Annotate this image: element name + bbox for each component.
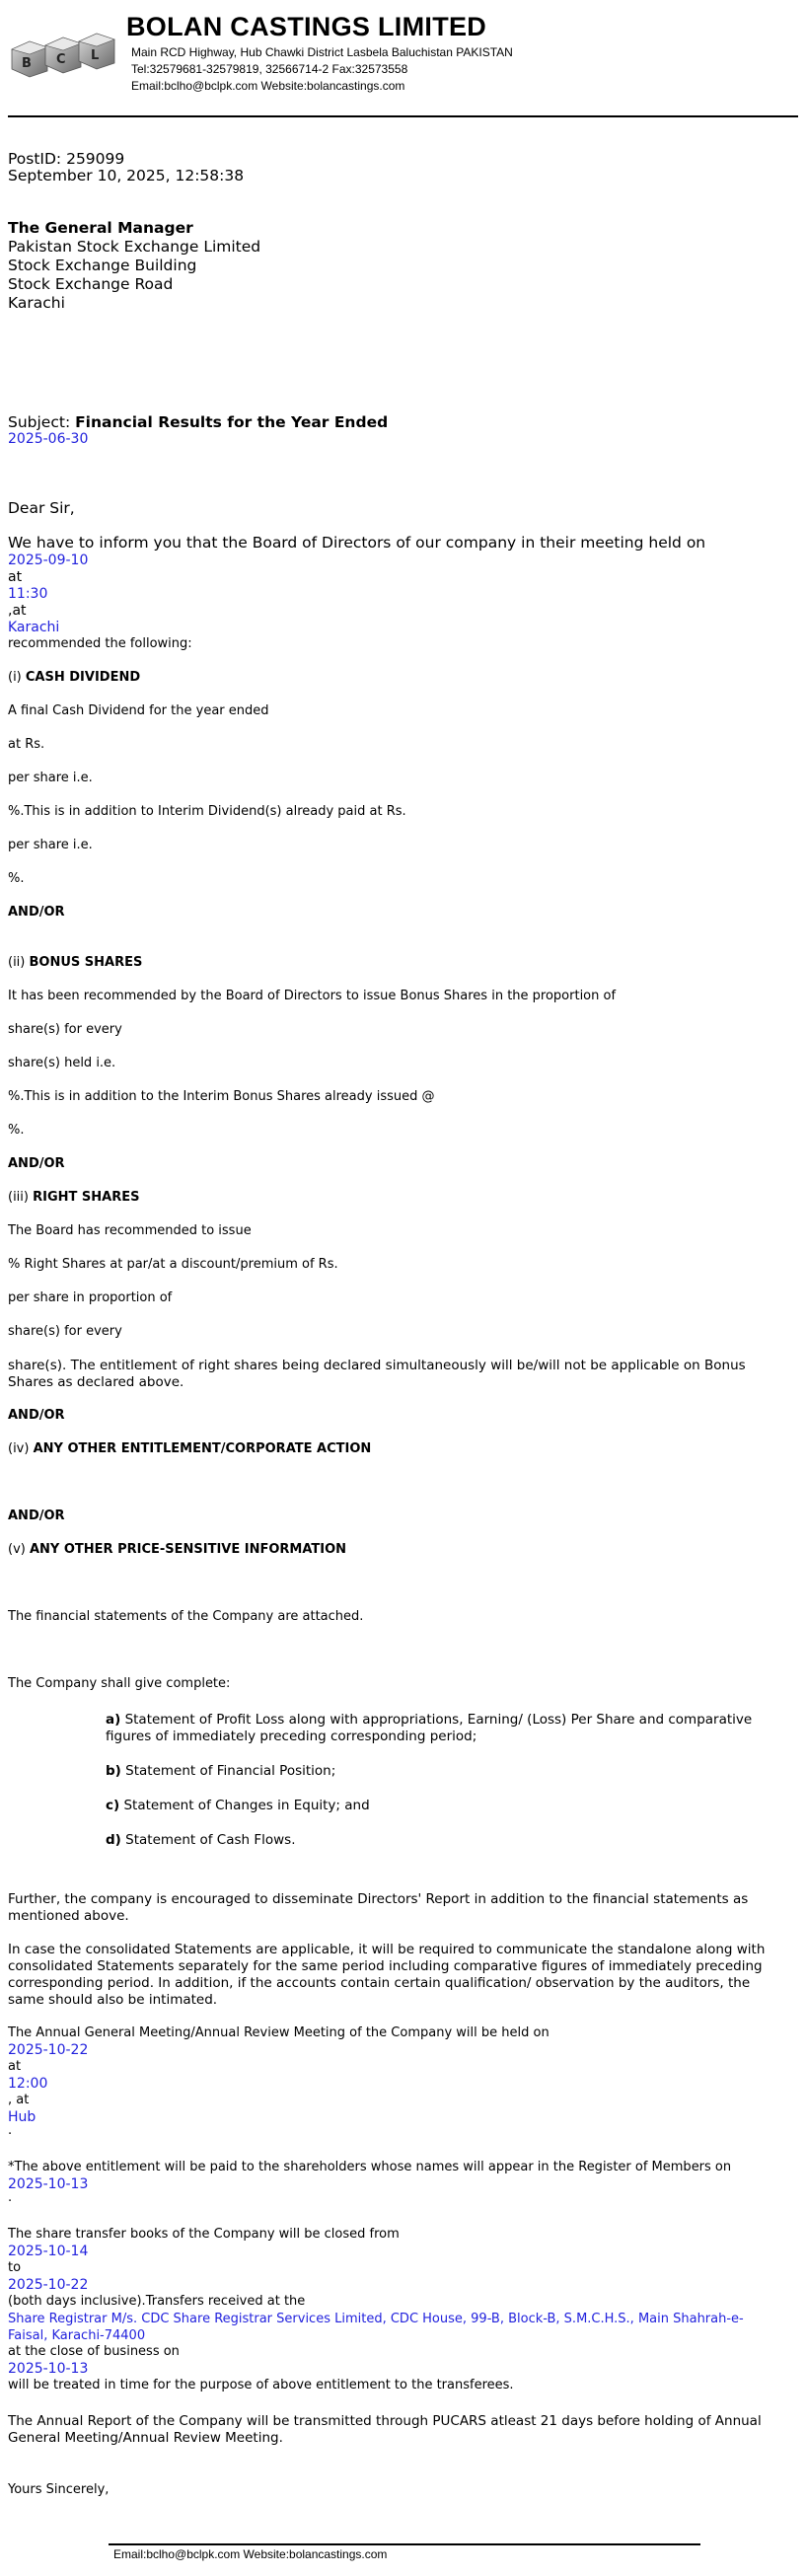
statement-marker-c: c) [106,1798,120,1813]
books-closed-text: The share transfer books of the Company will be closed from [8,2227,400,2242]
agm-at-2: , at [8,2093,30,2107]
svg-text:C: C [56,52,66,67]
other-info-number: (v) [8,1542,30,1557]
statement-item-b [106,1763,767,1780]
footer-divider [109,2543,700,2545]
statement-text-c: Statement of Changes in Equity; and [119,1798,370,1813]
right-line-1: The Board has recommended to issue [8,1223,252,1238]
subject-line [8,413,388,431]
right-line-4: share(s) for every [8,1324,122,1339]
cash-dividend-number: (i) [8,670,26,685]
statement-text-b: Statement of Financial Position; [120,1763,336,1779]
salutation: Dear Sir, [8,499,75,517]
bonus-line-1: It has been recommended by the Board of Directors to issue Bonus Shares in the proportion of [8,989,617,1003]
other-entitlement-number: (iv) [8,1441,34,1456]
statement-text-a: Statement of Profit Loss along with appropriations, Earning/ (Loss) Per Share and comparative figures of immediately preceding corresponding period; [106,1712,753,1744]
statement-marker-a: a) [106,1712,121,1728]
company-address: Main RCD Highway, Hub Chawki District Lasbela Baluchistan PAKISTAN [131,45,513,59]
bonus-line-2: share(s) for every [8,1022,122,1037]
meeting-date: 2025-09-10 [8,552,89,568]
register-date: 2025-10-13 [8,2176,89,2192]
agm-place: Hub [8,2109,37,2125]
right-shares-heading [8,1190,139,1205]
statement-marker-b: b) [106,1763,121,1779]
agm-dot: . [8,2123,13,2138]
at-label-1: at [8,569,23,585]
footer-email-web: Email:bclho@bclpk.com Website:bolancastings.com [113,2547,388,2561]
recommended-text: recommended the following: [8,636,192,651]
cash-dividend-heading [8,670,140,685]
registrar-address: Share Registrar M/s. CDC Share Registrar Services Limited, CDC House, 99-B, Block-B, S.M.C.H.S., Main Shahrah-e-Faisal, Karachi-74400 [8,2312,744,2343]
closing-text: Yours Sincerely, [8,2482,110,2497]
books-to-date: 2025-10-22 [8,2277,89,2293]
close-business-text: at the close of business on [8,2344,180,2359]
recipient-line-2: Stock Exchange Building [8,257,197,274]
cash-line-4: %.This is in addition to Interim Dividend(s) already paid at Rs. [8,804,406,819]
company-logo [10,28,118,79]
books-from-date: 2025-10-14 [8,2244,89,2259]
right-shares-title: RIGHT SHARES [33,1190,140,1205]
agm-time: 12:00 [8,2076,48,2092]
statement-item-c [106,1798,767,1814]
register-dot: . [8,2190,13,2205]
meeting-place: Karachi [8,620,60,635]
bonus-shares-heading [8,955,142,970]
right-line-5: share(s). The entitlement of right shares being declared simultaneously will be/will not be applicable on Bonus Shares as declared above. [8,1358,746,1390]
subject-date: 2025-06-30 [8,431,89,447]
and-or-4: AND/OR [8,1509,65,1523]
other-entitlement-title: ANY OTHER ENTITLEMENT/CORPORATE ACTION [33,1441,372,1456]
cash-line-5: per share i.e. [8,838,93,852]
further-text: Further, the company is encouraged to disseminate Directors' Report in addition to the financial statements as mentioned above. [8,1891,749,1924]
recipient-line-1: Pakistan Stock Exchange Limited [8,238,261,256]
agm-date: 2025-10-22 [8,2042,89,2058]
subject-text: Financial Results for the Year Ended [75,413,389,431]
company-phone: Tel:32579681-32579819, 32566714-2 Fax:32573558 [131,62,408,76]
svg-text:L: L [91,48,100,63]
cash-line-3: per share i.e. [8,771,93,785]
bonus-shares-title: BONUS SHARES [29,955,143,970]
meeting-time: 11:30 [8,586,48,602]
entitlement-text: *The above entitlement will be paid to the shareholders whose names will appear in the Register of Members on [8,2160,732,2174]
give-complete-text: The Company shall give complete: [8,1676,231,1691]
bonus-line-5: %. [8,1123,25,1138]
cash-line-1: A final Cash Dividend for the year ended [8,703,269,718]
bonus-line-3: share(s) held i.e. [8,1056,116,1070]
right-line-3: per share in proportion of [8,1290,173,1305]
cash-line-6: %. [8,871,25,886]
post-datetime: September 10, 2025, 12:58:38 [8,167,245,184]
books-to-label: to [8,2260,22,2275]
intro-text: We have to inform you that the Board of Directors of our company in their meeting held on [8,534,706,552]
company-email-web: Email:bclho@bclpk.com Website:bolancastings.com [131,79,405,93]
consolidated-text: In case the consolidated Statements are applicable, it will be required to communicate the standalone along with consolidated Statements separately for the same period including comparative figures of immediately preceding corresponding period. In addition, if the accounts contain certain qualification/ observation by the auditors, the same should also be intimated. [8,1942,766,2008]
subject-label: Subject: [8,413,76,431]
annual-report-text: The Annual Report of the Company will be transmitted through PUCARS atleast 21 days before holding of Annual General Meeting/Annual Review Meeting. [8,2413,762,2446]
other-info-title: ANY OTHER PRICE-SENSITIVE INFORMATION [29,1542,347,1557]
agm-at-1: at [8,2059,22,2074]
right-shares-number: (iii) [8,1190,34,1205]
and-or-2: AND/OR [8,1156,65,1171]
statement-text-d: Statement of Cash Flows. [120,1832,296,1848]
close-business-date: 2025-10-13 [8,2361,89,2377]
cash-dividend-title: CASH DIVIDEND [25,670,141,685]
agm-intro: The Annual General Meeting/Annual Review Meeting of the Company will be held on [8,2025,550,2040]
header-divider [8,115,798,117]
cash-line-2: at Rs. [8,737,45,752]
statement-marker-d: d) [106,1832,121,1848]
svg-text:B: B [22,56,32,71]
recipient-line-3: Stock Exchange Road [8,275,174,293]
statement-item-d [106,1832,767,1849]
other-info-heading [8,1542,346,1557]
and-or-3: AND/OR [8,1408,65,1423]
bonus-line-4: %.This is in addition to the Interim Bonus Shares already issued @ [8,1089,435,1104]
bonus-shares-number: (ii) [8,955,30,970]
company-name: BOLAN CASTINGS LIMITED [126,12,487,41]
post-id: PostID: 259099 [8,150,125,168]
recipient-title: The General Manager [8,219,193,237]
and-or-1: AND/OR [8,905,65,920]
at-label-2: ,at [8,603,27,619]
treated-text: will be treated in time for the purpose of above entitlement to the transferees. [8,2378,514,2392]
statement-item-a [106,1712,767,1745]
right-line-2: % Right Shares at par/at a discount/premium of Rs. [8,1257,338,1272]
other-entitlement-heading [8,1441,371,1456]
recipient-line-4: Karachi [8,294,65,312]
both-days-text: (both days inclusive).Transfers received at the [8,2294,306,2309]
financial-attached-text: The financial statements of the Company are attached. [8,1609,364,1624]
